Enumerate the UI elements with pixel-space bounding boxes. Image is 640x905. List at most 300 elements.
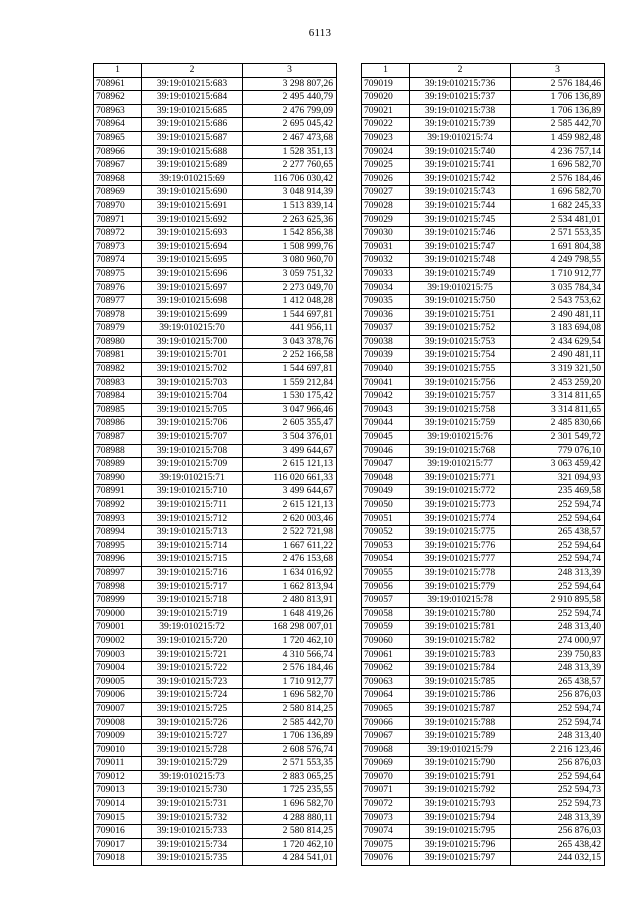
cadastral-value: 2 480 813,91 (243, 594, 337, 608)
table-row (362, 852, 605, 866)
cadastral-number: 39:19:010215:690 (142, 186, 243, 200)
cadastral-number: 39:19:010215:753 (410, 335, 511, 349)
table-row (362, 594, 605, 608)
table-row (362, 281, 605, 295)
table-row (94, 281, 337, 295)
cadastral-number: 39:19:010215:725 (142, 702, 243, 716)
cadastral-value: 3 043 378,76 (243, 335, 337, 349)
cadastral-number: 39:19:010215:77 (410, 458, 511, 472)
row-number: 709010 (94, 743, 142, 757)
row-number: 709060 (362, 634, 410, 648)
cadastral-number: 39:19:010215:722 (142, 662, 243, 676)
table-row (362, 213, 605, 227)
cadastral-value: 2 476 153,68 (243, 553, 337, 567)
row-number: 708970 (94, 199, 142, 213)
row-number: 708969 (94, 186, 142, 200)
row-number: 709025 (362, 159, 410, 173)
row-number: 708977 (94, 295, 142, 309)
table-row (94, 471, 337, 485)
row-number: 709058 (362, 607, 410, 621)
cadastral-value: 244 032,15 (511, 852, 605, 866)
cadastral-value: 1 513 839,14 (243, 199, 337, 213)
cadastral-value: 1 725 235,55 (243, 784, 337, 798)
row-number: 708986 (94, 417, 142, 431)
cadastral-number: 39:19:010215:687 (142, 131, 243, 145)
row-number: 708973 (94, 240, 142, 254)
cadastral-number: 39:19:010215:691 (142, 199, 243, 213)
row-number: 709035 (362, 295, 410, 309)
cadastral-value: 2 695 045,42 (243, 118, 337, 132)
row-number: 709005 (94, 675, 142, 689)
table-row (94, 702, 337, 716)
page-number: 6113 (308, 27, 332, 39)
row-number: 708993 (94, 512, 142, 526)
cadastral-number: 39:19:010215:732 (142, 811, 243, 825)
table-row (362, 757, 605, 771)
row-number: 709011 (94, 757, 142, 771)
cadastral-value: 252 594,73 (511, 798, 605, 812)
column-header-2: 2 (142, 64, 243, 78)
column-header-3: 3 (243, 64, 337, 78)
cadastral-value: 3 183 694,08 (511, 322, 605, 336)
cadastral-number: 39:19:010215:707 (142, 431, 243, 445)
table-row (94, 145, 337, 159)
table-row (94, 716, 337, 730)
cadastral-number: 39:19:010215:701 (142, 349, 243, 363)
cadastral-number: 39:19:010215:745 (410, 213, 511, 227)
row-number: 709036 (362, 308, 410, 322)
table-row (362, 580, 605, 594)
table-row (362, 499, 605, 513)
cadastral-number: 39:19:010215:696 (142, 267, 243, 281)
cadastral-number: 39:19:010215:689 (142, 159, 243, 173)
table-row (362, 131, 605, 145)
cadastral-value: 1 412 048,28 (243, 295, 337, 309)
cadastral-value: 1 528 351,13 (243, 145, 337, 159)
cadastral-value: 1 530 175,42 (243, 390, 337, 404)
table-row (362, 566, 605, 580)
cadastral-value: 3 314 811,65 (511, 390, 605, 404)
cadastral-number: 39:19:010215:737 (410, 91, 511, 105)
cadastral-value: 235 469,58 (511, 485, 605, 499)
row-number: 709040 (362, 363, 410, 377)
row-number: 709020 (362, 91, 410, 105)
row-number: 708974 (94, 254, 142, 268)
table-row (94, 689, 337, 703)
row-number: 709032 (362, 254, 410, 268)
row-number: 708961 (94, 77, 142, 91)
row-number: 708972 (94, 227, 142, 241)
table-row (362, 322, 605, 336)
row-number: 709059 (362, 621, 410, 635)
cadastral-value: 1 662 813,94 (243, 580, 337, 594)
cadastral-value: 248 313,39 (511, 811, 605, 825)
cadastral-number: 39:19:010215:750 (410, 295, 511, 309)
cadastral-number: 39:19:010215:700 (142, 335, 243, 349)
table-row (362, 471, 605, 485)
table-row (362, 444, 605, 458)
table-row (94, 553, 337, 567)
cadastral-number: 39:19:010215:788 (410, 716, 511, 730)
row-number: 708994 (94, 526, 142, 540)
table-row (94, 91, 337, 105)
row-number: 709006 (94, 689, 142, 703)
cadastral-number: 39:19:010215:724 (142, 689, 243, 703)
table-row (94, 104, 337, 118)
row-number: 708982 (94, 363, 142, 377)
table-row (94, 566, 337, 580)
cadastral-value: 1 696 582,70 (511, 186, 605, 200)
cadastral-value: 3 035 784,34 (511, 281, 605, 295)
row-number: 709033 (362, 267, 410, 281)
cadastral-number: 39:19:010215:718 (142, 594, 243, 608)
row-number: 709026 (362, 172, 410, 186)
table-row (362, 539, 605, 553)
row-number: 709029 (362, 213, 410, 227)
row-number: 709030 (362, 227, 410, 241)
cadastral-number: 39:19:010215:773 (410, 499, 511, 513)
table-row (362, 811, 605, 825)
cadastral-value: 3 063 459,42 (511, 458, 605, 472)
row-number: 708980 (94, 335, 142, 349)
row-number: 708991 (94, 485, 142, 499)
cadastral-value: 1 696 582,70 (243, 798, 337, 812)
table-row (362, 716, 605, 730)
cadastral-value: 2 543 753,62 (511, 295, 605, 309)
cadastral-value: 2 522 721,98 (243, 526, 337, 540)
cadastral-number: 39:19:010215:771 (410, 471, 511, 485)
cadastral-number: 39:19:010215:775 (410, 526, 511, 540)
cadastral-value: 3 048 914,39 (243, 186, 337, 200)
cadastral-number: 39:19:010215:779 (410, 580, 511, 594)
table-row (362, 526, 605, 540)
cadastral-value: 2 263 625,36 (243, 213, 337, 227)
table-row (94, 838, 337, 852)
table-row (94, 444, 337, 458)
cadastral-number: 39:19:010215:703 (142, 376, 243, 390)
cadastral-value: 252 594,74 (511, 553, 605, 567)
table-row (362, 390, 605, 404)
cadastral-value: 252 594,64 (511, 539, 605, 553)
cadastral-value: 265 438,42 (511, 838, 605, 852)
row-number: 709050 (362, 499, 410, 513)
table-row (362, 308, 605, 322)
cadastral-number: 39:19:010215:785 (410, 675, 511, 689)
cadastral-value: 2 580 814,25 (243, 825, 337, 839)
cadastral-number: 39:19:010215:746 (410, 227, 511, 241)
cadastral-number: 39:19:010215:772 (410, 485, 511, 499)
cadastral-number: 39:19:010215:72 (142, 621, 243, 635)
cadastral-number: 39:19:010215:774 (410, 512, 511, 526)
cadastral-number: 39:19:010215:688 (142, 145, 243, 159)
table-row (94, 499, 337, 513)
cadastral-number: 39:19:010215:693 (142, 227, 243, 241)
cadastral-number: 39:19:010215:729 (142, 757, 243, 771)
cadastral-number: 39:19:010215:777 (410, 553, 511, 567)
cadastral-number: 39:19:010215:723 (142, 675, 243, 689)
table-row (94, 730, 337, 744)
cadastral-value: 2 534 481,01 (511, 213, 605, 227)
cadastral-value: 2 571 553,35 (511, 227, 605, 241)
cadastral-number: 39:19:010215:738 (410, 104, 511, 118)
cadastral-value: 252 594,73 (511, 784, 605, 798)
table-row (362, 77, 605, 91)
cadastral-value: 2 476 799,09 (243, 104, 337, 118)
table-row (362, 743, 605, 757)
table-row (94, 798, 337, 812)
cadastral-number: 39:19:010215:741 (410, 159, 511, 173)
column-header-1: 1 (94, 64, 142, 78)
table-row (94, 675, 337, 689)
table-row (94, 213, 337, 227)
table-row (362, 798, 605, 812)
table-row (362, 376, 605, 390)
row-number: 709065 (362, 702, 410, 716)
row-number: 709004 (94, 662, 142, 676)
row-number: 709037 (362, 322, 410, 336)
table-row (94, 634, 337, 648)
table-row (94, 240, 337, 254)
cadastral-value: 2 571 553,35 (243, 757, 337, 771)
table-row (94, 254, 337, 268)
row-number: 708981 (94, 349, 142, 363)
cadastral-number: 39:19:010215:694 (142, 240, 243, 254)
cadastral-value: 256 876,03 (511, 689, 605, 703)
row-number: 709055 (362, 566, 410, 580)
table-row (362, 458, 605, 472)
table-row (94, 852, 337, 866)
cadastral-number: 39:19:010215:714 (142, 539, 243, 553)
cadastral-value: 3 499 644,67 (243, 485, 337, 499)
cadastral-number: 39:19:010215:686 (142, 118, 243, 132)
cadastral-number: 39:19:010215:740 (410, 145, 511, 159)
row-number: 709068 (362, 743, 410, 757)
row-number: 709046 (362, 444, 410, 458)
table-row (362, 91, 605, 105)
cadastral-value: 3 298 807,26 (243, 77, 337, 91)
cadastral-value: 3 499 644,67 (243, 444, 337, 458)
row-number: 709042 (362, 390, 410, 404)
cadastral-value: 265 438,57 (511, 526, 605, 540)
table-row (362, 267, 605, 281)
cadastral-value: 256 876,03 (511, 825, 605, 839)
table-row (94, 580, 337, 594)
row-number: 709039 (362, 349, 410, 363)
table-row (94, 784, 337, 798)
row-number: 708965 (94, 131, 142, 145)
table-row (362, 730, 605, 744)
table-row (94, 539, 337, 553)
cadastral-number: 39:19:010215:748 (410, 254, 511, 268)
row-number: 709057 (362, 594, 410, 608)
cadastral-value: 1 559 212,84 (243, 376, 337, 390)
cadastral-value: 248 313,40 (511, 730, 605, 744)
row-number: 708964 (94, 118, 142, 132)
cadastral-number: 39:19:010215:71 (142, 471, 243, 485)
row-number: 708979 (94, 322, 142, 336)
cadastral-number: 39:19:010215:733 (142, 825, 243, 839)
cadastral-value: 252 594,74 (511, 716, 605, 730)
cadastral-value: 1 667 611,22 (243, 539, 337, 553)
cadastral-number: 39:19:010215:697 (142, 281, 243, 295)
cadastral-number: 39:19:010215:715 (142, 553, 243, 567)
row-number: 708976 (94, 281, 142, 295)
table-row (94, 526, 337, 540)
cadastral-value: 1 508 999,76 (243, 240, 337, 254)
row-number: 709044 (362, 417, 410, 431)
cadastral-value: 1 706 136,89 (511, 91, 605, 105)
cadastral-value: 1 710 912,77 (243, 675, 337, 689)
row-number: 709017 (94, 838, 142, 852)
table-row (94, 743, 337, 757)
table-row (94, 77, 337, 91)
row-number: 709012 (94, 770, 142, 784)
cadastral-number: 39:19:010215:719 (142, 607, 243, 621)
row-number: 709067 (362, 730, 410, 744)
table-row (362, 553, 605, 567)
row-number: 709002 (94, 634, 142, 648)
cadastral-value: 1 710 912,77 (511, 267, 605, 281)
cadastral-value: 239 750,83 (511, 648, 605, 662)
cadastral-number: 39:19:010215:797 (410, 852, 511, 866)
cadastral-number: 39:19:010215:78 (410, 594, 511, 608)
cadastral-value: 3 319 321,50 (511, 363, 605, 377)
row-number: 708963 (94, 104, 142, 118)
table-row (94, 621, 337, 635)
cadastral-value: 4 284 541,01 (243, 852, 337, 866)
table-row (362, 199, 605, 213)
cadastral-value: 168 298 007,01 (243, 621, 337, 635)
cadastral-value: 1 696 582,70 (511, 159, 605, 173)
cadastral-number: 39:19:010215:795 (410, 825, 511, 839)
cadastral-number: 39:19:010215:69 (142, 172, 243, 186)
cadastral-number: 39:19:010215:751 (410, 308, 511, 322)
cadastral-number: 39:19:010215:758 (410, 403, 511, 417)
cadastral-value: 1 720 462,10 (243, 838, 337, 852)
cadastral-number: 39:19:010215:786 (410, 689, 511, 703)
right-registry-table (361, 63, 605, 866)
table-row (94, 403, 337, 417)
table-row (362, 838, 605, 852)
cadastral-number: 39:19:010215:778 (410, 566, 511, 580)
row-number: 709072 (362, 798, 410, 812)
cadastral-value: 4 249 798,55 (511, 254, 605, 268)
cadastral-number: 39:19:010215:721 (142, 648, 243, 662)
table-row (362, 784, 605, 798)
row-number: 709061 (362, 648, 410, 662)
table-row (94, 295, 337, 309)
table-row (362, 186, 605, 200)
row-number: 708997 (94, 566, 142, 580)
table-row (362, 240, 605, 254)
cadastral-number: 39:19:010215:792 (410, 784, 511, 798)
table-row (94, 308, 337, 322)
column-header-1: 1 (362, 64, 410, 78)
cadastral-value: 252 594,74 (511, 607, 605, 621)
cadastral-number: 39:19:010215:768 (410, 444, 511, 458)
table-row (94, 458, 337, 472)
row-number: 709018 (94, 852, 142, 866)
table-row (362, 349, 605, 363)
cadastral-value: 252 594,74 (511, 702, 605, 716)
row-number: 708962 (94, 91, 142, 105)
cadastral-value: 2 490 481,11 (511, 349, 605, 363)
cadastral-number: 39:19:010215:749 (410, 267, 511, 281)
cadastral-number: 39:19:010215:699 (142, 308, 243, 322)
table-row (94, 811, 337, 825)
row-number: 708983 (94, 376, 142, 390)
header-row (94, 64, 337, 78)
table-row (362, 254, 605, 268)
cadastral-number: 39:19:010215:695 (142, 254, 243, 268)
row-number: 709015 (94, 811, 142, 825)
table-row (362, 512, 605, 526)
cadastral-number: 39:19:010215:776 (410, 539, 511, 553)
table-row (94, 199, 337, 213)
table-row (94, 118, 337, 132)
cadastral-value: 2 301 549,72 (511, 431, 605, 445)
row-number: 709041 (362, 376, 410, 390)
table-row (362, 621, 605, 635)
row-number: 709021 (362, 104, 410, 118)
cadastral-value: 2 277 760,65 (243, 159, 337, 173)
cadastral-value: 2 467 473,68 (243, 131, 337, 145)
cadastral-number: 39:19:010215:75 (410, 281, 511, 295)
cadastral-value: 2 605 355,47 (243, 417, 337, 431)
cadastral-number: 39:19:010215:712 (142, 512, 243, 526)
cadastral-number: 39:19:010215:783 (410, 648, 511, 662)
cadastral-number: 39:19:010215:756 (410, 376, 511, 390)
row-number: 709022 (362, 118, 410, 132)
cadastral-number: 39:19:010215:720 (142, 634, 243, 648)
cadastral-number: 39:19:010215:79 (410, 743, 511, 757)
table-row (94, 594, 337, 608)
cadastral-value: 2 490 481,11 (511, 308, 605, 322)
cadastral-value: 1 682 245,33 (511, 199, 605, 213)
cadastral-number: 39:19:010215:706 (142, 417, 243, 431)
row-number: 709001 (94, 621, 142, 635)
cadastral-number: 39:19:010215:716 (142, 566, 243, 580)
row-number: 709034 (362, 281, 410, 295)
table-row (362, 417, 605, 431)
cadastral-number: 39:19:010215:755 (410, 363, 511, 377)
right-table-body (362, 77, 605, 865)
row-number: 709043 (362, 403, 410, 417)
cadastral-value: 2 576 184,46 (243, 662, 337, 676)
cadastral-value: 1 706 136,89 (243, 730, 337, 744)
row-number: 709047 (362, 458, 410, 472)
row-number: 709075 (362, 838, 410, 852)
table-row (362, 363, 605, 377)
cadastral-number: 39:19:010215:787 (410, 702, 511, 716)
cadastral-number: 39:19:010215:754 (410, 349, 511, 363)
cadastral-value: 4 236 757,14 (511, 145, 605, 159)
cadastral-value: 1 542 856,38 (243, 227, 337, 241)
row-number: 709008 (94, 716, 142, 730)
row-number: 708985 (94, 403, 142, 417)
cadastral-value: 265 438,57 (511, 675, 605, 689)
table-row (94, 607, 337, 621)
cadastral-number: 39:19:010215:744 (410, 199, 511, 213)
table-row (362, 662, 605, 676)
left-registry-table (93, 63, 337, 866)
cadastral-value: 1 691 804,38 (511, 240, 605, 254)
cadastral-value: 2 495 440,79 (243, 91, 337, 105)
table-row (94, 131, 337, 145)
row-number: 709051 (362, 512, 410, 526)
cadastral-value: 2 434 629,54 (511, 335, 605, 349)
row-number: 708971 (94, 213, 142, 227)
